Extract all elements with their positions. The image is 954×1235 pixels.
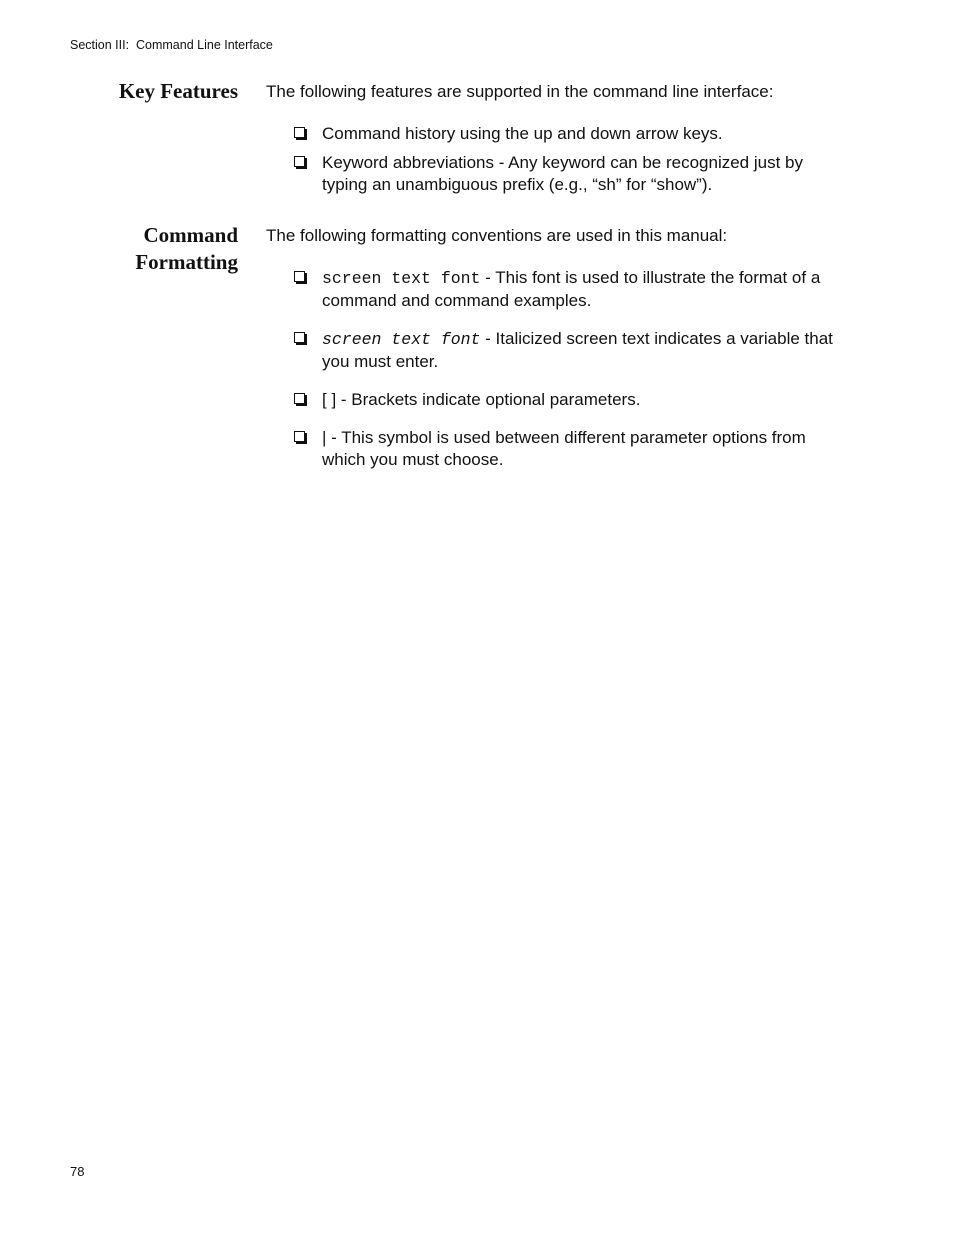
running-header: Section III: Command Line Interface xyxy=(70,38,273,52)
section-body-command-formatting xyxy=(266,225,836,487)
list-item-text: | - This symbol is used between different parameter options from which you must choose. xyxy=(322,428,806,469)
checkbox-bullet-icon xyxy=(294,156,305,167)
section-intro: The following formatting conventions are used in this manual: xyxy=(266,226,728,245)
heading-line: Formatting xyxy=(135,250,238,274)
page-number: 78 xyxy=(70,1164,85,1179)
list-item xyxy=(266,389,836,411)
checkbox-bullet-icon xyxy=(294,271,305,282)
list-item-text: - This font is used to illustrate the format of a command and command examples. xyxy=(322,268,821,310)
heading-line: Command xyxy=(143,223,238,247)
list-item xyxy=(266,427,836,471)
screen-text-sample: screen text font xyxy=(322,269,481,288)
list-item-text: Keyword abbreviations - Any keyword can be recognized just by typing an unambiguous prefix (e.g., “sh” for “show”). xyxy=(322,153,803,194)
checkbox-bullet-icon xyxy=(294,431,305,442)
list-item-text: Command history using the up and down arrow keys. xyxy=(322,124,723,143)
italic-screen-text-sample: screen text font xyxy=(322,330,481,349)
bullet-list xyxy=(266,267,836,471)
section-heading-command-formatting xyxy=(38,222,238,276)
section-heading-key-features: Key Features xyxy=(118,79,238,103)
checkbox-bullet-icon xyxy=(294,393,305,404)
section-body-key-features xyxy=(266,81,836,203)
list-item-text: [ ] - Brackets indicate optional parameters. xyxy=(322,390,641,409)
checkbox-bullet-icon xyxy=(294,127,305,138)
list-item xyxy=(266,152,836,196)
list-item-text: - Italicized screen text indicates a variable that you must enter. xyxy=(322,329,833,371)
section-intro: The following features are supported in the command line interface: xyxy=(266,82,774,101)
list-item xyxy=(266,123,836,145)
bullet-list xyxy=(266,123,836,196)
list-item xyxy=(266,267,836,312)
checkbox-bullet-icon xyxy=(294,332,305,343)
list-item xyxy=(266,328,836,373)
